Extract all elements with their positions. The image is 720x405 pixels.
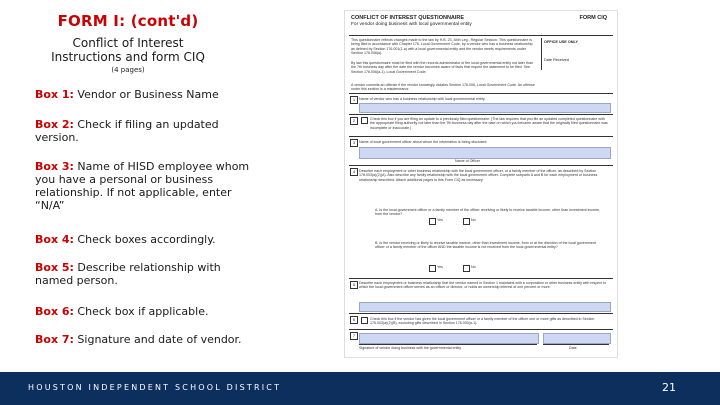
form-intro-para-3: A vendor commits an offense if the vendor knowingly violates Section 176.006, Local Government Code. An offense under this section is a misdemeanor.: [351, 83, 535, 92]
date-field[interactable]: [543, 333, 611, 344]
form-box-number: 6: [350, 316, 358, 324]
form-intro-para-2: By law this questionnaire must be filed with the records administrator of the local governmental entity not later than the 7th business day after the date the vendor becomes aware of facts that require the statement to be filed. See Section 176.006(a-1), Local Government Code.: [351, 61, 533, 74]
box4-question-a: A. Is the local government officer or a family member of the officer receiving or likely to receive taxable income, other than investment income, from the vendor?: [375, 208, 601, 217]
instruction-box-4: [35, 233, 345, 246]
instruction-text: Describe relationship with named person.: [35, 261, 221, 287]
box6-text: Check this box if the vendor has given the local government officer or a family member of the officer one or more gifts as described in Section 176.003(a)(2)(B), excluding gifts described in Section 176.003(a-1).: [370, 317, 595, 326]
signature-line: [359, 344, 537, 345]
officer-name-caption: Name of Officer: [455, 159, 481, 163]
no-label: No: [471, 265, 476, 269]
form-divider: [349, 93, 613, 94]
office-use-label: OFFICE USE ONLY: [544, 40, 579, 44]
box3-label: Name of local government officer about whom the information is being disclosed.: [359, 140, 488, 144]
instruction-label: Box 1:: [35, 88, 74, 101]
update-checkbox[interactable]: [361, 117, 368, 124]
instruction-box-1: [35, 88, 345, 101]
subtitle-line-2: Instructions and form CIQ: [51, 50, 205, 64]
relationship-field[interactable]: [359, 302, 611, 312]
signature-label: Signature of vendor doing business with the governmental entity: [359, 346, 462, 350]
form-divider: [349, 278, 613, 279]
form-divider: [349, 35, 613, 36]
slide-title: FORM I: (cont'd): [57, 12, 199, 30]
form-divider: [349, 329, 613, 330]
instruction-label: Box 7:: [35, 333, 74, 346]
date-line: [543, 344, 609, 345]
form-box-number: 5: [350, 281, 358, 289]
instruction-box-3: [35, 160, 250, 212]
form-code: FORM CIQ: [579, 15, 607, 21]
instruction-box-5: [35, 261, 240, 287]
form-divider: [349, 165, 613, 166]
form-divider: [349, 114, 613, 115]
form-box-number: 4: [350, 168, 358, 176]
officer-name-field[interactable]: [359, 147, 611, 159]
instruction-box-6: [35, 305, 345, 318]
instruction-box-2: [35, 118, 240, 144]
footer-org-name: HOUSTON INDEPENDENT SCHOOL DISTRICT: [28, 383, 282, 392]
office-use-box: [541, 38, 612, 70]
instruction-text: Signature and date of vendor.: [73, 333, 242, 346]
form-box-number: 2: [350, 117, 358, 125]
form-title: CONFLICT OF INTEREST QUESTIONNAIRE: [351, 15, 465, 21]
instruction-label: Box 6:: [35, 305, 74, 318]
form-divider: [349, 313, 613, 314]
page-number: 21: [662, 381, 676, 394]
question-b-no-checkbox[interactable]: [463, 265, 470, 272]
form-box-number: 3: [350, 139, 358, 147]
instruction-label: Box 2:: [35, 118, 74, 131]
form-intro-para-1: This questionnaire reflects changes made to the law by H.B. 23, 84th Leg., Regular Session. This questionnaire is being filed in accordance with Chapter 176, Local Government Code, by a vendor who has a business relationship as defined by Section 176.001(1-a) with a local governmental entity and the vendor meets requirements under Section 176.006(a).: [351, 38, 533, 56]
instruction-text: Name of HISD employee whom you have a personal or business relationship. If not applicable, enter “N/A”: [35, 160, 250, 212]
date-label: Date: [569, 346, 577, 350]
instruction-box-7: [35, 333, 345, 346]
box5-text: Describe each employment or business relationship that the vendor named in Section 1 maintains with a corporation or other business entity with respect to which the local government officer serves as an officer or director, or holds an ownership interest of one percent or more.: [359, 281, 607, 290]
box4-text: Describe each employment or other business relationship with the local government officer, or a family member of the officer, as described by Section 176.003(a)(2)(A). Also describe any family relationship with the local government officer. Complete subparts A and B for each employment or business relationship described. Attach additional pages to this Form CIQ as necessary.: [359, 169, 598, 182]
instruction-label: Box 5:: [35, 261, 74, 274]
yes-label: Yes: [437, 218, 443, 222]
box2-text: Check this box if you are filing an update to a previously filed questionnaire. (The law requires that you file an updated completed questionnaire with the appropriate filing authority not later than the 7th business day after the date on which you became aware that the originally filed questionnaire was incomplete or inaccurate.): [370, 117, 608, 130]
yes-label: Yes: [437, 265, 443, 269]
form-box-number: 7: [350, 332, 358, 340]
question-a-no-checkbox[interactable]: [463, 218, 470, 225]
instruction-label: Box 3:: [35, 160, 74, 173]
instruction-text: Check if filing an updated version.: [35, 118, 219, 144]
form-ciq: [344, 10, 618, 358]
instruction-text: Check boxes accordingly.: [73, 233, 216, 246]
instruction-text: Vendor or Business Name: [73, 88, 219, 101]
box4-question-b: B. Is the vendor receiving or likely to receive taxable income, other than investment income, from or at the direction of the local government officer or a family member of the officer AND the taxable income is not received from the local governmental entity?: [375, 241, 596, 250]
subtitle-line-1: Conflict of Interest: [72, 36, 184, 50]
no-label: No: [471, 218, 476, 222]
box1-label: Name of vendor who has a business relationship with local governmental entity.: [359, 97, 486, 101]
pages-note: (4 pages): [111, 66, 145, 74]
vendor-name-field[interactable]: [359, 103, 611, 113]
question-a-yes-checkbox[interactable]: [429, 218, 436, 225]
instruction-text: Check box if applicable.: [73, 305, 209, 318]
form-divider: [349, 136, 613, 137]
gifts-checkbox[interactable]: [361, 317, 368, 324]
form-box-number: 1: [350, 96, 358, 104]
question-b-yes-checkbox[interactable]: [429, 265, 436, 272]
instruction-label: Box 4:: [35, 233, 74, 246]
footer-bar: [0, 372, 720, 405]
form-subtitle: For vendor doing business with local governmental entity: [351, 22, 472, 27]
slide-subtitle: [28, 36, 228, 64]
signature-field[interactable]: [359, 333, 539, 344]
date-received-label: Date Received: [544, 58, 569, 62]
